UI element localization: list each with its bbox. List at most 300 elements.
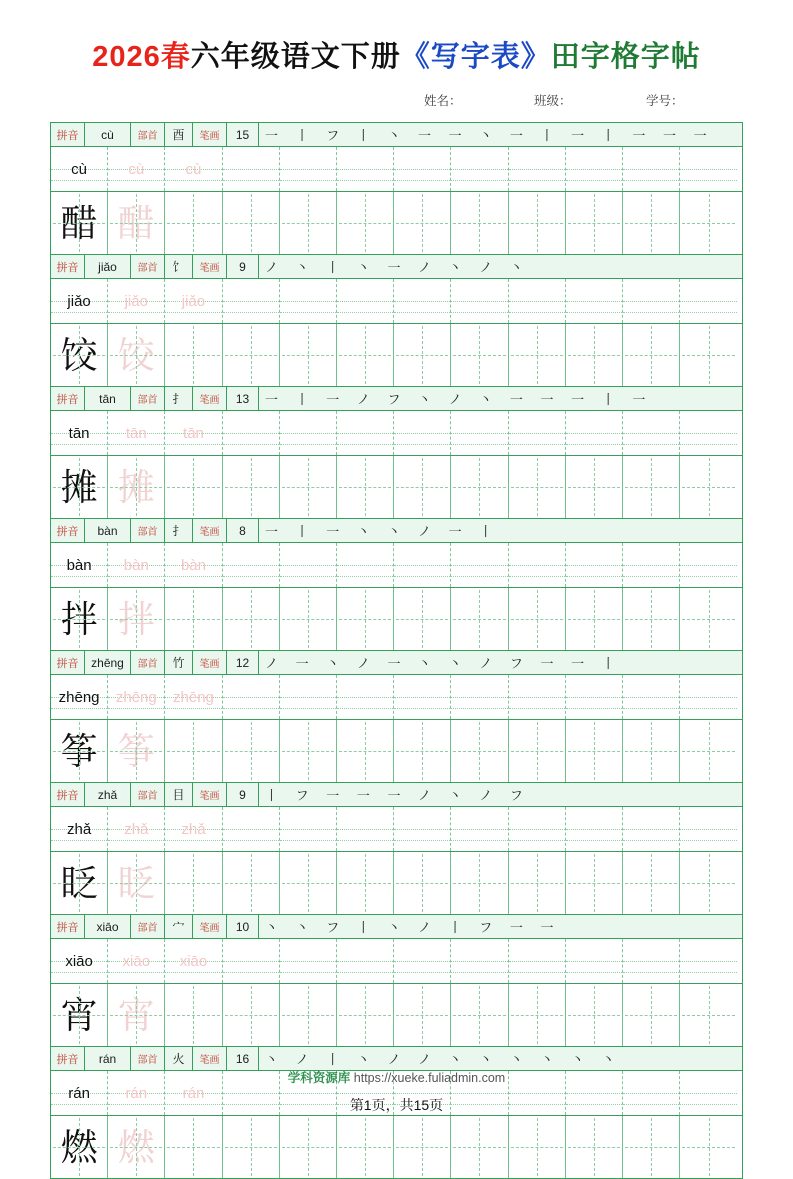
character-model: 筝: [60, 729, 98, 773]
radical-value: 目: [165, 783, 193, 806]
student-info-row: [0, 91, 793, 117]
character-practice-cell[interactable]: [337, 984, 394, 1046]
character-practice-cell[interactable]: [623, 324, 680, 386]
character-practice-cell[interactable]: [280, 192, 337, 254]
grid-vertical-guide: [193, 194, 194, 252]
character-practice-cell[interactable]: [394, 1116, 451, 1178]
page-number: 第1页，共15页: [349, 1097, 444, 1113]
character-practice-cell[interactable]: [451, 192, 508, 254]
pinyin-practice-cell[interactable]: [623, 675, 680, 719]
character-practice-cell[interactable]: [623, 456, 680, 518]
pinyin-practice-cell[interactable]: [165, 279, 222, 323]
character-practice-cell[interactable]: [451, 852, 508, 914]
pinyin-practice-cell[interactable]: [51, 147, 108, 191]
grid-vertical-guide: [251, 854, 252, 912]
pinyin-trace: bàn: [180, 556, 206, 574]
character-practice-cell[interactable]: [223, 588, 280, 650]
pinyin-practice-cell[interactable]: [223, 279, 280, 323]
pinyin-practice-cell[interactable]: [280, 279, 337, 323]
pinyin-practice-cell[interactable]: [394, 411, 451, 455]
grid-horizontal-guide: [225, 1147, 277, 1148]
grid-horizontal-guide: [282, 487, 334, 488]
grid-vertical-guide: [651, 986, 652, 1044]
character-practice-cell[interactable]: [394, 588, 451, 650]
character-practice-cell[interactable]: [280, 852, 337, 914]
character-practice-cell[interactable]: [509, 1116, 566, 1178]
character-practice-cell[interactable]: [108, 984, 165, 1046]
pinyin-practice-cell[interactable]: [280, 411, 337, 455]
grid-vertical-guide: [422, 854, 423, 912]
grid-vertical-guide: [193, 458, 194, 516]
grid-horizontal-guide: [511, 1015, 563, 1016]
name-label: 姓名：: [424, 94, 462, 108]
character-practice-cell[interactable]: [451, 984, 508, 1046]
pinyin-practice-cell[interactable]: [509, 543, 566, 587]
pinyin-label: 拼音: [51, 915, 85, 938]
pinyin-practice-cell[interactable]: [223, 939, 280, 983]
pinyin-practice-cell[interactable]: [566, 939, 623, 983]
pinyin-practice-cell[interactable]: [165, 675, 222, 719]
stroke-count-value: 9: [227, 783, 259, 806]
character-practice-cell[interactable]: [680, 984, 737, 1046]
pinyin-practice-cell[interactable]: [509, 147, 566, 191]
character-practice-cell[interactable]: [680, 588, 737, 650]
pinyin-practice-cell[interactable]: [509, 279, 566, 323]
character-practice-cell[interactable]: [51, 456, 108, 518]
pinyin-practice-cell[interactable]: [680, 807, 737, 851]
pinyin-practice-cell[interactable]: [451, 807, 508, 851]
character-practice-cell[interactable]: [566, 192, 623, 254]
pinyin-practice-cell[interactable]: [394, 279, 451, 323]
stroke-order-sequence: ノ 一 丶 ノ 一 丶 丶 ノ フ 一 一 丨: [265, 656, 622, 671]
character-practice-cell[interactable]: [51, 720, 108, 782]
character-practice-cell[interactable]: [566, 456, 623, 518]
character-practice-cell[interactable]: [680, 720, 737, 782]
character-trace: 燃: [117, 1125, 155, 1169]
character-practice-cell[interactable]: [280, 324, 337, 386]
character-practice-cell[interactable]: [451, 1116, 508, 1178]
pinyin-practice-cell[interactable]: [280, 147, 337, 191]
character-practice-row: [51, 1116, 742, 1178]
pinyin-practice-cell[interactable]: [623, 411, 680, 455]
pinyin-practice-cell[interactable]: [680, 279, 737, 323]
pinyin-practice-cell[interactable]: [165, 147, 222, 191]
grid-vertical-guide: [193, 986, 194, 1044]
pinyin-practice-cell[interactable]: [623, 543, 680, 587]
pinyin-practice-cell[interactable]: [280, 807, 337, 851]
grid-horizontal-guide: [625, 751, 677, 752]
character-practice-cell[interactable]: [451, 456, 508, 518]
pinyin-practice-row: [51, 543, 742, 588]
character-practice-cell[interactable]: [108, 456, 165, 518]
pinyin-practice-cell[interactable]: [51, 807, 108, 851]
grid-horizontal-guide: [625, 487, 677, 488]
character-practice-cell[interactable]: [394, 984, 451, 1046]
grid-horizontal-guide: [396, 1147, 448, 1148]
pinyin-practice-cell[interactable]: [566, 147, 623, 191]
character-practice-cell[interactable]: [108, 720, 165, 782]
grid-vertical-guide: [537, 590, 538, 648]
grid-vertical-guide: [365, 854, 366, 912]
pinyin-value: cù: [85, 123, 131, 146]
grid-vertical-guide: [479, 986, 480, 1044]
character-practice-cell[interactable]: [337, 192, 394, 254]
character-practice-cell[interactable]: [165, 456, 222, 518]
pinyin-practice-cell[interactable]: [680, 543, 737, 587]
character-practice-cell[interactable]: [394, 192, 451, 254]
pinyin-value: zhǎ: [85, 783, 131, 806]
pinyin-practice-cell[interactable]: [223, 147, 280, 191]
pinyin-practice-cell[interactable]: [108, 807, 165, 851]
grid-vertical-guide: [365, 326, 366, 384]
grid-vertical-guide: [479, 722, 480, 780]
grid-vertical-guide: [594, 326, 595, 384]
class-label: 班级：: [534, 94, 572, 108]
radical-label: 部首: [131, 915, 165, 938]
character-practice-cell[interactable]: [509, 720, 566, 782]
pinyin-model: zhēng: [58, 688, 100, 706]
grid-vertical-guide: [479, 458, 480, 516]
character-practice-cell[interactable]: [337, 1116, 394, 1178]
title-year: 2026: [92, 41, 161, 73]
pinyin-practice-cell[interactable]: [451, 543, 508, 587]
character-practice-cell[interactable]: [394, 852, 451, 914]
grid-vertical-guide: [709, 986, 710, 1044]
title-grade: 六年级语文下册: [190, 41, 401, 73]
grid-horizontal-guide: [682, 355, 735, 356]
character-practice-cell[interactable]: [509, 588, 566, 650]
pinyin-practice-cell[interactable]: [509, 675, 566, 719]
character-practice-cell[interactable]: [451, 720, 508, 782]
grid-horizontal-guide: [339, 487, 391, 488]
character-practice-cell[interactable]: [108, 324, 165, 386]
pinyin-practice-cell[interactable]: [165, 939, 222, 983]
character-practice-cell[interactable]: [509, 984, 566, 1046]
grid-vertical-guide: [422, 722, 423, 780]
pinyin-practice-cell[interactable]: [394, 807, 451, 851]
character-practice-cell[interactable]: [394, 720, 451, 782]
character-practice-cell[interactable]: [223, 192, 280, 254]
character-practice-cell[interactable]: [566, 852, 623, 914]
pinyin-practice-cell[interactable]: [108, 939, 165, 983]
grid-horizontal-guide: [511, 751, 563, 752]
character-practice-cell[interactable]: [51, 984, 108, 1046]
grid-horizontal-guide: [167, 1015, 219, 1016]
character-practice-cell[interactable]: [680, 192, 737, 254]
pinyin-practice-cell[interactable]: [451, 147, 508, 191]
character-practice-cell[interactable]: [223, 324, 280, 386]
character-practice-cell[interactable]: [566, 588, 623, 650]
character-practice-cell[interactable]: [223, 852, 280, 914]
character-model: 宵: [60, 993, 98, 1037]
pinyin-practice-cell[interactable]: [165, 543, 222, 587]
character-practice-cell[interactable]: [223, 456, 280, 518]
grid-vertical-guide: [537, 194, 538, 252]
pinyin-practice-cell[interactable]: [223, 807, 280, 851]
pinyin-practice-cell[interactable]: [394, 543, 451, 587]
stroke-count-value: 13: [227, 387, 259, 410]
character-practice-cell[interactable]: [51, 852, 108, 914]
pinyin-practice-cell[interactable]: [108, 147, 165, 191]
character-practice-cell[interactable]: [280, 588, 337, 650]
character-practice-cell[interactable]: [165, 588, 222, 650]
character-model: 眨: [60, 861, 98, 905]
character-practice-cell[interactable]: [280, 456, 337, 518]
pinyin-practice-cell[interactable]: [394, 147, 451, 191]
pinyin-practice-cell[interactable]: [566, 675, 623, 719]
grid-vertical-guide: [709, 326, 710, 384]
pinyin-practice-cell[interactable]: [337, 675, 394, 719]
pinyin-practice-cell[interactable]: [280, 543, 337, 587]
pinyin-practice-cell[interactable]: [337, 807, 394, 851]
character-practice-cell[interactable]: [623, 588, 680, 650]
grid-horizontal-guide: [167, 223, 219, 224]
pinyin-model: bàn: [66, 556, 92, 574]
stroke-count-value: 15: [227, 123, 259, 146]
grid-horizontal-guide: [396, 223, 448, 224]
character-practice-cell[interactable]: [165, 192, 222, 254]
pinyin-practice-cell[interactable]: [451, 279, 508, 323]
character-practice-cell[interactable]: [280, 1116, 337, 1178]
pinyin-practice-cell[interactable]: [680, 939, 737, 983]
grid-vertical-guide: [651, 590, 652, 648]
pinyin-practice-cell[interactable]: [51, 939, 108, 983]
character-practice-cell[interactable]: [51, 324, 108, 386]
grid-vertical-guide: [365, 590, 366, 648]
grid-horizontal-guide: [339, 223, 391, 224]
pinyin-practice-cell[interactable]: [280, 939, 337, 983]
character-practice-cell[interactable]: [623, 192, 680, 254]
character-practice-cell[interactable]: [165, 1116, 222, 1178]
pinyin-practice-cell[interactable]: [108, 675, 165, 719]
character-practice-cell[interactable]: [680, 1116, 737, 1178]
pinyin-trace: rán: [182, 1084, 205, 1102]
pinyin-practice-cell[interactable]: [680, 411, 737, 455]
grid-horizontal-guide: [339, 619, 391, 620]
pinyin-practice-cell[interactable]: [337, 147, 394, 191]
character-practice-cell[interactable]: [165, 984, 222, 1046]
grid-vertical-guide: [594, 458, 595, 516]
stroke-order-sequence: ノ 丶 丨 丶 一 ノ 丶 ノ 丶: [265, 260, 530, 275]
pinyin-practice-cell[interactable]: [337, 411, 394, 455]
character-practice-cell[interactable]: [108, 852, 165, 914]
pinyin-label: 拼音: [51, 519, 85, 542]
pinyin-practice-cell[interactable]: [337, 279, 394, 323]
grid-vertical-guide: [709, 854, 710, 912]
pinyin-practice-cell[interactable]: [223, 411, 280, 455]
grid-vertical-guide: [193, 1118, 194, 1176]
pinyin-label: 拼音: [51, 1047, 85, 1070]
character-practice-cell[interactable]: [509, 192, 566, 254]
pinyin-practice-cell[interactable]: [451, 411, 508, 455]
pinyin-practice-row: [51, 411, 742, 456]
character-practice-cell[interactable]: [108, 1116, 165, 1178]
pinyin-practice-cell[interactable]: [509, 807, 566, 851]
character-practice-cell[interactable]: [680, 324, 737, 386]
pinyin-practice-cell[interactable]: [280, 675, 337, 719]
character-practice-cell[interactable]: [51, 588, 108, 650]
character-practice-cell[interactable]: [680, 852, 737, 914]
character-practice-cell[interactable]: [623, 1116, 680, 1178]
pinyin-practice-cell[interactable]: [108, 543, 165, 587]
character-practice-cell[interactable]: [165, 852, 222, 914]
pinyin-practice-cell[interactable]: [566, 279, 623, 323]
character-practice-cell[interactable]: [165, 720, 222, 782]
pinyin-practice-cell[interactable]: [623, 939, 680, 983]
radical-value: 宀: [165, 915, 193, 938]
grid-horizontal-guide: [282, 1015, 334, 1016]
character-practice-cell[interactable]: [394, 324, 451, 386]
character-practice-cell[interactable]: [223, 1116, 280, 1178]
pinyin-practice-cell[interactable]: [451, 939, 508, 983]
stroke-count-label: 笔画: [193, 651, 227, 674]
pinyin-trace: cù: [185, 160, 202, 178]
grid-horizontal-guide: [282, 355, 334, 356]
character-practice-cell[interactable]: [509, 852, 566, 914]
grid-vertical-guide: [365, 458, 366, 516]
character-practice-cell[interactable]: [566, 984, 623, 1046]
character-practice-cell[interactable]: [509, 324, 566, 386]
pinyin-value: jiǎo: [85, 255, 131, 278]
pinyin-practice-cell[interactable]: [223, 543, 280, 587]
grid-horizontal-guide: [167, 487, 219, 488]
grid-vertical-guide: [365, 986, 366, 1044]
pinyin-practice-cell[interactable]: [509, 411, 566, 455]
grid-horizontal-guide: [167, 1147, 219, 1148]
grid-horizontal-guide: [682, 619, 735, 620]
pinyin-practice-cell[interactable]: [394, 675, 451, 719]
pinyin-practice-cell[interactable]: [108, 279, 165, 323]
character-practice-cell[interactable]: [223, 720, 280, 782]
pinyin-value: bàn: [85, 519, 131, 542]
radical-label: 部首: [131, 255, 165, 278]
grid-horizontal-guide: [682, 1147, 735, 1148]
character-practice-cell[interactable]: [566, 324, 623, 386]
grid-vertical-guide: [308, 326, 309, 384]
character-practice-cell[interactable]: [680, 456, 737, 518]
pinyin-practice-cell[interactable]: [623, 279, 680, 323]
radical-label: 部首: [131, 123, 165, 146]
radical-value: 饣: [165, 255, 193, 278]
character-practice-cell[interactable]: [337, 588, 394, 650]
pinyin-practice-cell[interactable]: [623, 807, 680, 851]
grid-vertical-guide: [479, 1118, 480, 1176]
character-practice-cell[interactable]: [108, 192, 165, 254]
character-meta-row: [51, 123, 742, 147]
grid-horizontal-guide: [167, 883, 219, 884]
stroke-order-sequence: 一 丨 一 ノ フ 丶 ノ 丶 一 一 一 丨 一: [265, 392, 653, 407]
grid-horizontal-guide: [453, 1147, 505, 1148]
pinyin-practice-cell[interactable]: [451, 675, 508, 719]
character-practice-cell[interactable]: [337, 720, 394, 782]
character-practice-cell[interactable]: [51, 192, 108, 254]
pinyin-practice-row: [51, 279, 742, 324]
grid-horizontal-guide: [453, 1015, 505, 1016]
radical-value: 酉: [165, 123, 193, 146]
radical-label: 部首: [131, 519, 165, 542]
pinyin-practice-cell[interactable]: [509, 939, 566, 983]
character-practice-cell[interactable]: [451, 324, 508, 386]
stroke-order-sequence: 一 丨 一 丶 丶 ノ 一 丨: [265, 524, 500, 539]
character-model: 摊: [60, 465, 98, 509]
grid-vertical-guide: [251, 1118, 252, 1176]
pinyin-practice-cell[interactable]: [51, 411, 108, 455]
pinyin-practice-cell[interactable]: [223, 675, 280, 719]
character-block: [51, 915, 742, 1047]
pinyin-value: xiāo: [85, 915, 131, 938]
grid-horizontal-guide: [282, 223, 334, 224]
grid-vertical-guide: [479, 194, 480, 252]
character-practice-cell[interactable]: [165, 324, 222, 386]
pinyin-practice-cell[interactable]: [680, 147, 737, 191]
grid-vertical-guide: [422, 326, 423, 384]
pinyin-practice-cell[interactable]: [394, 939, 451, 983]
pinyin-practice-cell[interactable]: [165, 807, 222, 851]
character-practice-cell[interactable]: [509, 456, 566, 518]
grid-vertical-guide: [709, 722, 710, 780]
pinyin-practice-cell[interactable]: [566, 411, 623, 455]
character-practice-cell[interactable]: [451, 588, 508, 650]
stroke-count-value: 12: [227, 651, 259, 674]
pinyin-practice-cell[interactable]: [566, 807, 623, 851]
radical-value: 竹: [165, 651, 193, 674]
character-practice-cell[interactable]: [623, 852, 680, 914]
pinyin-practice-cell[interactable]: [51, 675, 108, 719]
pinyin-trace: jiǎo: [181, 292, 206, 310]
character-practice-cell[interactable]: [280, 720, 337, 782]
grid-horizontal-guide: [625, 1147, 677, 1148]
site-logo: 学科资源库: [287, 1071, 351, 1085]
character-practice-cell[interactable]: [337, 456, 394, 518]
pinyin-practice-cell[interactable]: [165, 411, 222, 455]
pinyin-practice-cell[interactable]: [51, 279, 108, 323]
grid-horizontal-guide: [282, 1147, 334, 1148]
grid-vertical-guide: [479, 326, 480, 384]
grid-horizontal-guide: [396, 619, 448, 620]
character-practice-cell[interactable]: [566, 720, 623, 782]
character-practice-cell[interactable]: [623, 984, 680, 1046]
pinyin-practice-cell[interactable]: [51, 543, 108, 587]
pinyin-practice-cell[interactable]: [566, 543, 623, 587]
pinyin-practice-cell[interactable]: [337, 543, 394, 587]
character-practice-cell[interactable]: [566, 1116, 623, 1178]
character-practice-cell[interactable]: [108, 588, 165, 650]
pinyin-practice-cell[interactable]: [337, 939, 394, 983]
character-practice-cell[interactable]: [337, 324, 394, 386]
pinyin-practice-cell[interactable]: [680, 675, 737, 719]
grid-horizontal-guide: [511, 355, 563, 356]
grid-vertical-guide: [651, 326, 652, 384]
character-practice-cell[interactable]: [280, 984, 337, 1046]
character-practice-cell[interactable]: [223, 984, 280, 1046]
grid-horizontal-guide: [625, 619, 677, 620]
character-practice-row: [51, 852, 742, 914]
grid-vertical-guide: [422, 458, 423, 516]
grid-horizontal-guide: [682, 487, 735, 488]
grid-horizontal-guide: [167, 619, 219, 620]
character-practice-cell[interactable]: [394, 456, 451, 518]
page-title: [0, 0, 793, 75]
pinyin-practice-cell[interactable]: [108, 411, 165, 455]
character-practice-cell[interactable]: [623, 720, 680, 782]
grid-horizontal-guide: [282, 619, 334, 620]
pinyin-practice-cell[interactable]: [623, 147, 680, 191]
grid-vertical-guide: [651, 194, 652, 252]
character-practice-cell[interactable]: [51, 1116, 108, 1178]
grid-vertical-guide: [709, 194, 710, 252]
character-practice-cell[interactable]: [337, 852, 394, 914]
site-credit: [0, 1068, 793, 1086]
